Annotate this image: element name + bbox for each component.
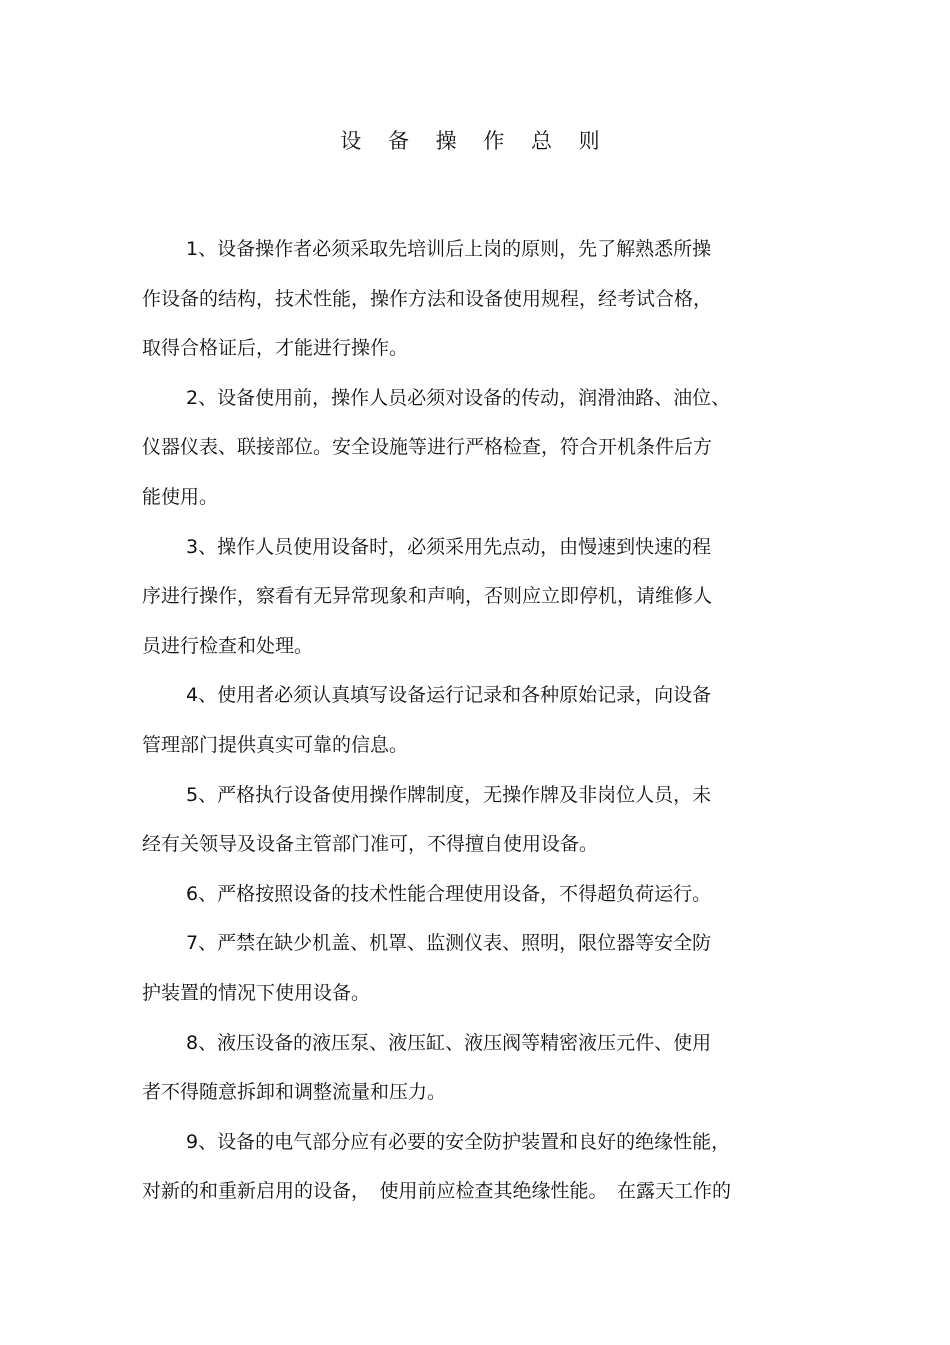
paragraph-8 bbox=[142, 1019, 807, 1118]
paragraph-6 bbox=[142, 870, 807, 920]
paragraph-line: 5、严格执行设备使用操作牌制度，无操作牌及非岗位人员，未 bbox=[186, 783, 712, 806]
paragraph-line: 2、设备使用前，操作人员必须对设备的传动，润滑油路、油位、 bbox=[186, 386, 731, 409]
paragraph-line: 对新的和重新启用的设备， 使用前应检查其绝缘性能。 在露天工作的 bbox=[142, 1180, 732, 1203]
paragraph-line: 仪器仪表、联接部位。安全设施等进行严格检查，符合开机条件后方 bbox=[142, 436, 713, 459]
paragraph-line: 作设备的结构，技术性能，操作方法和设备使用规程，经考试合格， bbox=[142, 287, 713, 310]
paragraph-1 bbox=[142, 225, 807, 374]
paragraph-3 bbox=[142, 523, 807, 672]
paragraph-line: 6、严格按照设备的技术性能合理使用设备，不得超负荷运行。 bbox=[186, 882, 712, 905]
paragraph-line: 经有关领导及设备主管部门准可，不得擅自使用设备。 bbox=[142, 833, 599, 856]
paragraph-2 bbox=[142, 374, 807, 523]
paragraph-line: 序进行操作，察看有无异常现象和声响，否则应立即停机，请维修人 bbox=[142, 585, 713, 608]
paragraph-7 bbox=[142, 919, 807, 1018]
paragraph-line: 护装置的情况下使用设备。 bbox=[142, 981, 371, 1004]
paragraph-line: 能使用。 bbox=[142, 485, 219, 508]
paragraph-4 bbox=[142, 671, 807, 770]
paragraph-9 bbox=[142, 1118, 807, 1217]
paragraph-line: 8、液压设备的液压泵、液压缸、液压阀等精密液压元件、使用 bbox=[186, 1031, 712, 1054]
paragraph-line: 4、使用者必须认真填写设备运行记录和各种原始记录，向设备 bbox=[186, 684, 712, 707]
paragraph-line: 3、操作人员使用设备时，必须采用先点动，由慢速到快速的程 bbox=[186, 535, 712, 558]
paragraph-line: 1、设备操作者必须采取先培训后上岗的原则，先了解熟悉所操 bbox=[186, 238, 712, 260]
paragraph-line: 9、设备的电气部分应有必要的安全防护装置和良好的绝缘性能， bbox=[186, 1130, 731, 1153]
document-title: 设 备 操 作 总 则 bbox=[340, 129, 610, 153]
paragraph-5 bbox=[142, 771, 807, 870]
paragraph-line: 7、严禁在缺少机盖、机罩、监测仪表、照明，限位器等安全防 bbox=[186, 932, 712, 955]
paragraph-line: 员进行检查和处理。 bbox=[142, 634, 314, 657]
paragraph-line: 取得合格证后，才能进行操作。 bbox=[142, 337, 409, 360]
document-body bbox=[142, 225, 807, 1217]
paragraph-line: 者不得随意拆卸和调整流量和压力。 bbox=[142, 1081, 447, 1104]
paragraph-line: 管理部门提供真实可靠的信息。 bbox=[142, 733, 409, 756]
